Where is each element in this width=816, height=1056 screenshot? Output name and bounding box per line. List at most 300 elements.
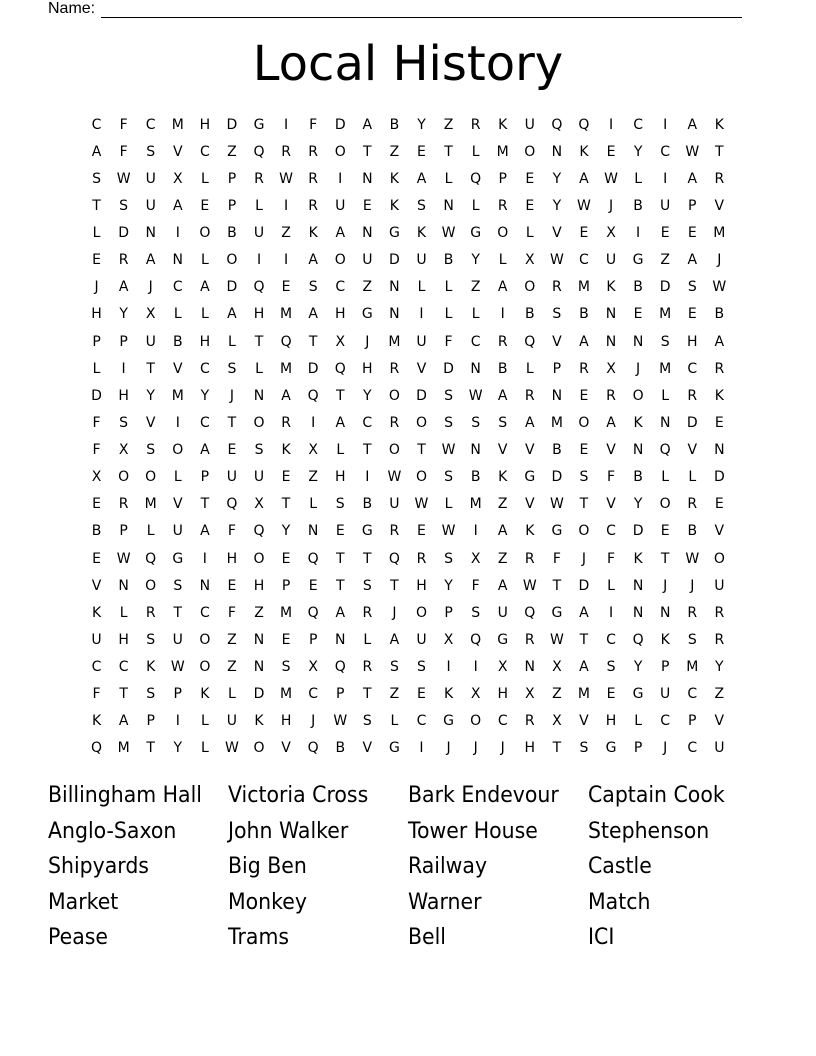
grid-letter: A xyxy=(118,279,129,296)
grid-letter: V xyxy=(172,360,183,377)
grid-letter: E xyxy=(200,197,210,214)
grid-letter: P xyxy=(336,686,345,703)
word-bank-item: Trams xyxy=(228,925,290,950)
grid-letter: V xyxy=(687,442,698,459)
grid-letter: Q xyxy=(307,740,319,757)
grid-letter: S xyxy=(281,659,291,676)
grid-letter: P xyxy=(498,170,507,187)
grid-letter: J xyxy=(608,197,614,214)
grid-letter: J xyxy=(94,279,99,296)
grid-letter: R xyxy=(389,523,400,540)
grid-letter: S xyxy=(471,414,481,431)
grid-letter: J xyxy=(311,713,316,730)
grid-letter: I xyxy=(256,252,262,269)
grid-letter: D xyxy=(713,469,725,486)
grid-letter: Y xyxy=(633,496,643,513)
grid-letter: L xyxy=(200,306,209,323)
grid-letter: J xyxy=(690,577,695,594)
grid-letter: W xyxy=(685,550,700,567)
grid-letter: O xyxy=(334,252,346,269)
grid-letter: E xyxy=(687,306,697,323)
grid-letter: C xyxy=(687,686,698,703)
grid-letter: N xyxy=(632,442,644,459)
grid-letter: O xyxy=(118,469,130,486)
grid-letter: R xyxy=(362,604,373,621)
grid-letter: R xyxy=(362,659,373,676)
grid-letter: C xyxy=(497,713,508,730)
word-bank-item: Castle xyxy=(588,854,652,879)
word-bank-item: Monkey xyxy=(228,889,307,915)
grid-row xyxy=(83,708,733,735)
grid-letter: T xyxy=(444,143,453,160)
grid-letter: N xyxy=(253,631,265,648)
grid-letter: G xyxy=(361,523,373,540)
grid-letter: S xyxy=(444,469,453,486)
grid-letter: L xyxy=(661,387,670,404)
grid-letter: T xyxy=(552,740,562,757)
grid-letter: W xyxy=(549,631,564,648)
grid-letter: N xyxy=(551,143,563,160)
grid-letter: W xyxy=(604,170,618,187)
grid-letter: B xyxy=(335,740,346,757)
grid-letter: O xyxy=(334,143,346,160)
grid-letter: N xyxy=(118,577,129,594)
grid-letter: R xyxy=(308,197,319,214)
grid-letter: H xyxy=(686,333,698,350)
grid-letter: S xyxy=(146,686,156,703)
grid-letter: V xyxy=(552,225,562,242)
grid-letter: E xyxy=(525,170,535,187)
grid-letter: T xyxy=(200,496,210,513)
grid-letter: S xyxy=(119,197,129,214)
grid-letter: N xyxy=(632,333,644,350)
grid-letter: V xyxy=(91,577,102,594)
grid-letter: L xyxy=(471,306,480,323)
grid-letter: C xyxy=(335,279,346,296)
grid-letter: P xyxy=(200,469,210,486)
grid-letter: D xyxy=(578,577,590,594)
grid-letter: U xyxy=(389,496,400,513)
grid-letter: X xyxy=(497,659,508,676)
grid-letter: A xyxy=(335,225,346,242)
grid-letter: E xyxy=(714,496,724,513)
grid-letter: N xyxy=(389,306,400,323)
grid-letter: I xyxy=(473,659,478,676)
grid-letter: W xyxy=(387,469,402,486)
word-bank-item: Captain Cook xyxy=(588,783,725,808)
grid-letter: M xyxy=(659,306,672,323)
grid-letter: T xyxy=(254,333,264,350)
grid-letter: M xyxy=(144,496,157,513)
grid-letter: H xyxy=(91,306,102,323)
grid-letter: O xyxy=(578,523,590,540)
grid-row xyxy=(83,165,733,192)
grid-letter: J xyxy=(365,333,370,350)
grid-letter: T xyxy=(715,143,724,160)
grid-letter: P xyxy=(688,713,697,730)
grid-letter: W xyxy=(116,170,131,187)
grid-letter: K xyxy=(389,170,399,187)
grid-letter: W xyxy=(414,496,429,513)
grid-letter: Z xyxy=(552,686,562,703)
grid-letter: G xyxy=(605,740,617,757)
grid-letter: O xyxy=(497,225,509,242)
grid-letter: X xyxy=(552,713,562,730)
grid-letter: A xyxy=(200,279,210,296)
grid-letter: C xyxy=(199,143,210,160)
grid-letter: N xyxy=(335,631,346,648)
grid-letter: N xyxy=(714,442,725,459)
grid-letter: I xyxy=(500,306,505,323)
grid-letter: D xyxy=(686,414,698,431)
grid-letter: Z xyxy=(308,469,318,486)
grid-letter: L xyxy=(200,713,209,730)
grid-letter: G xyxy=(470,225,482,242)
grid-letter: N xyxy=(253,659,265,676)
grid-letter: L xyxy=(471,143,480,160)
grid-letter: N xyxy=(659,414,671,431)
grid-letter: T xyxy=(146,360,155,377)
grid-letter: C xyxy=(687,360,698,377)
grid-letter: F xyxy=(92,442,101,459)
grid-letter: F xyxy=(119,116,128,133)
grid-letter: S xyxy=(417,659,426,676)
grid-letter: O xyxy=(253,740,265,757)
grid-letter: U xyxy=(253,225,265,242)
grid-letter: G xyxy=(551,604,563,621)
grid-letter: L xyxy=(146,523,155,540)
grid-letter: M xyxy=(280,360,293,377)
grid-letter: B xyxy=(552,442,562,459)
grid-letter: K xyxy=(525,523,535,540)
grid-letter: E xyxy=(633,306,643,323)
grid-letter: T xyxy=(417,442,426,459)
grid-letter: E xyxy=(525,197,535,214)
grid-letter: W xyxy=(577,197,591,214)
grid-letter: L xyxy=(255,360,263,377)
grid-letter: W xyxy=(549,252,564,269)
grid-letter: K xyxy=(714,387,724,404)
grid-letter: X xyxy=(91,469,102,486)
grid-letter: A xyxy=(579,170,589,187)
grid-letter: U xyxy=(524,116,535,133)
grid-letter: B xyxy=(91,523,102,540)
grid-letter: R xyxy=(524,550,535,567)
grid-letter: H xyxy=(280,713,292,730)
grid-letter: A xyxy=(335,604,346,621)
grid-letter: F xyxy=(309,116,318,133)
grid-letter: P xyxy=(552,360,562,377)
grid-letter: E xyxy=(281,550,291,567)
grid-letter: E xyxy=(227,442,237,459)
grid-letter: K xyxy=(660,631,670,648)
grid-letter: N xyxy=(470,360,481,377)
grid-letter: L xyxy=(200,740,209,757)
word-bank-item: Market xyxy=(48,889,119,915)
grid-letter: W xyxy=(549,496,564,513)
grid-letter: N xyxy=(389,279,400,296)
grid-letter: O xyxy=(524,279,536,296)
grid-letter: V xyxy=(497,442,508,459)
grid-letter: H xyxy=(524,740,536,757)
grid-letter: K xyxy=(606,279,616,296)
grid-letter: V xyxy=(281,740,291,757)
grid-letter: E xyxy=(579,225,589,242)
grid-letter: B xyxy=(714,306,725,323)
grid-letter: L xyxy=(92,225,101,242)
grid-letter: W xyxy=(279,170,293,187)
grid-letter: S xyxy=(389,659,399,676)
grid-letter: P xyxy=(146,713,155,730)
grid-letter: N xyxy=(145,225,156,242)
grid-letter: X xyxy=(524,252,535,269)
grid-letter: L xyxy=(200,252,209,269)
grid-letter: R xyxy=(145,604,156,621)
grid-letter: G xyxy=(632,686,644,703)
grid-row xyxy=(83,572,733,599)
grid-letter: S xyxy=(687,279,697,296)
grid-letter: E xyxy=(660,523,670,540)
grid-letter: N xyxy=(632,604,644,621)
grid-letter: O xyxy=(199,225,211,242)
grid-letter: F xyxy=(606,469,616,486)
grid-letter: S xyxy=(552,306,562,323)
grid-letter: S xyxy=(579,740,589,757)
grid-letter: I xyxy=(473,523,478,540)
grid-letter: K xyxy=(200,686,210,703)
grid-letter: J xyxy=(148,279,153,296)
grid-letter: T xyxy=(579,496,589,513)
grid-letter: Z xyxy=(497,496,508,513)
grid-letter: Q xyxy=(470,170,482,187)
grid-letter: E xyxy=(579,442,589,459)
grid-letter: S xyxy=(444,387,453,404)
grid-letter: X xyxy=(118,442,129,459)
grid-letter: Q xyxy=(659,442,671,459)
grid-letter: W xyxy=(170,659,185,676)
grid-letter: M xyxy=(171,387,184,404)
grid-letter: K xyxy=(91,604,102,621)
grid-letter: D xyxy=(91,387,102,404)
grid-letter: B xyxy=(633,469,643,486)
grid-letter: R xyxy=(687,604,698,621)
grid-letter: D xyxy=(659,279,671,296)
grid-letter: E xyxy=(417,686,426,703)
grid-letter: X xyxy=(254,496,264,513)
grid-letter: R xyxy=(687,387,698,404)
grid-letter: L xyxy=(309,496,318,513)
grid-letter: J xyxy=(229,387,234,404)
grid-letter: S xyxy=(687,631,697,648)
grid-letter: D xyxy=(443,360,454,377)
grid-letter: P xyxy=(119,333,128,350)
grid-letter: B xyxy=(443,252,454,269)
grid-letter: C xyxy=(118,659,129,676)
name-underline xyxy=(101,2,742,18)
grid-letter: L xyxy=(634,713,642,730)
grid-letter: V xyxy=(525,496,535,513)
grid-letter: R xyxy=(687,496,698,513)
grid-letter: N xyxy=(253,387,265,404)
grid-letter: I xyxy=(175,713,180,730)
grid-letter: H xyxy=(334,469,346,486)
grid-letter: U xyxy=(172,523,183,540)
grid-letter: O xyxy=(524,143,536,160)
grid-letter: O xyxy=(199,631,211,648)
grid-letter: U xyxy=(362,252,373,269)
grid-letter: N xyxy=(659,604,671,621)
grid-letter: W xyxy=(468,387,483,404)
grid-letter: M xyxy=(280,306,293,323)
grid-letter: F xyxy=(119,143,128,160)
grid-letter: T xyxy=(390,577,399,594)
grid-letter: S xyxy=(335,496,345,513)
grid-letter: E xyxy=(281,631,291,648)
grid-letter: O xyxy=(470,713,482,730)
grid-letter: N xyxy=(199,577,211,594)
grid-letter: L xyxy=(336,442,345,459)
grid-letter: Z xyxy=(227,659,237,676)
grid-letter: C xyxy=(416,713,427,730)
grid-letter: D xyxy=(118,225,129,242)
word-bank-item: Pease xyxy=(48,925,108,950)
grid-letter: N xyxy=(524,659,536,676)
grid-letter: Y xyxy=(633,143,643,160)
grid-letter: R xyxy=(281,414,291,431)
puzzle-title: Local History xyxy=(252,36,564,92)
grid-letter: K xyxy=(91,713,102,730)
grid-letter: H xyxy=(199,116,211,133)
grid-letter: A xyxy=(308,306,318,323)
grid-letter: H xyxy=(118,387,129,404)
grid-letter: I xyxy=(365,469,370,486)
grid-letter: E xyxy=(606,686,616,703)
grid-letter: O xyxy=(388,442,400,459)
grid-letter: T xyxy=(281,496,291,513)
word-bank-item: Tower House xyxy=(408,818,538,844)
grid-letter: V xyxy=(525,442,535,459)
grid-letter: F xyxy=(606,550,616,567)
grid-letter: L xyxy=(119,604,128,621)
grid-letter: M xyxy=(117,740,130,757)
grid-letter: O xyxy=(388,387,400,404)
grid-row xyxy=(83,437,733,464)
grid-letter: D xyxy=(226,279,238,296)
grid-letter: E xyxy=(660,225,670,242)
grid-letter: K xyxy=(416,225,427,242)
grid-letter: H xyxy=(226,550,238,567)
grid-letter: S xyxy=(417,197,426,214)
grid-letter: D xyxy=(334,116,346,133)
grid-letter: M xyxy=(496,143,509,160)
grid-letter: C xyxy=(362,414,373,431)
grid-letter: R xyxy=(606,387,616,404)
grid-letter: N xyxy=(307,523,319,540)
grid-letter: M xyxy=(388,333,401,350)
grid-letter: S xyxy=(362,577,372,594)
grid-row xyxy=(83,138,733,165)
grid-letter: B xyxy=(633,279,643,296)
grid-letter: L xyxy=(228,333,236,350)
grid-letter: Q xyxy=(253,523,265,540)
grid-letter: Y xyxy=(633,659,643,676)
grid-letter: Y xyxy=(444,577,453,594)
grid-letter: A xyxy=(497,523,508,540)
grid-letter: W xyxy=(522,577,537,594)
grid-letter: G xyxy=(524,469,536,486)
grid-letter: K xyxy=(498,116,508,133)
grid-letter: L xyxy=(525,225,534,242)
grid-letter: T xyxy=(308,333,318,350)
grid-letter: R xyxy=(524,631,535,648)
grid-letter: C xyxy=(145,116,156,133)
grid-letter: E xyxy=(579,387,589,404)
grid-letter: W xyxy=(333,713,348,730)
grid-letter: U xyxy=(660,686,671,703)
grid-letter: Q xyxy=(334,659,346,676)
grid-letter: V xyxy=(362,740,373,757)
grid-letter: Q xyxy=(253,279,265,296)
grid-letter: U xyxy=(226,469,238,486)
grid-letter: P xyxy=(308,631,318,648)
grid-letter: N xyxy=(443,197,454,214)
grid-letter: I xyxy=(419,306,424,323)
grid-letter: L xyxy=(200,170,209,187)
grid-letter: Z xyxy=(254,604,264,621)
grid-letter: A xyxy=(227,306,237,323)
grid-letter: P xyxy=(660,659,670,676)
grid-letter: T xyxy=(227,414,237,431)
grid-letter: Q xyxy=(226,496,238,513)
grid-letter: A xyxy=(687,116,698,133)
grid-letter: P xyxy=(92,333,101,350)
grid-letter: L xyxy=(444,306,453,323)
grid-letter: A xyxy=(497,279,508,296)
grid-letter: G xyxy=(172,550,184,567)
grid-letter: T xyxy=(335,577,345,594)
grid-letter: J xyxy=(663,740,668,757)
grid-row xyxy=(83,301,733,328)
word-bank-item: Railway xyxy=(408,854,488,879)
grid-letter: Q xyxy=(91,740,103,757)
grid-letter: V xyxy=(172,496,183,513)
word-bank-item: Big Ben xyxy=(228,854,307,879)
word-bank-item: Match xyxy=(588,889,651,915)
grid-letter: R xyxy=(714,360,725,377)
grid-letter: O xyxy=(145,469,157,486)
grid-letter: A xyxy=(308,252,318,269)
grid-letter: E xyxy=(92,252,101,269)
grid-letter: R xyxy=(714,604,725,621)
grid-letter: S xyxy=(119,414,129,431)
grid-letter: A xyxy=(714,333,725,350)
grid-letter: A xyxy=(281,387,291,404)
grid-letter: J xyxy=(663,577,668,594)
grid-letter: O xyxy=(226,252,238,269)
grid-row xyxy=(83,247,733,274)
grid-letter: C xyxy=(687,740,698,757)
grid-letter: J xyxy=(446,740,451,757)
word-bank-item: Victoria Cross xyxy=(228,783,369,808)
grid-letter: I xyxy=(338,170,343,187)
grid-letter: P xyxy=(227,197,237,214)
grid-letter: I xyxy=(636,225,641,242)
word-bank xyxy=(48,778,768,956)
grid-row xyxy=(83,681,733,708)
word-bank-item: Stephenson xyxy=(588,818,710,844)
grid-letter: L xyxy=(173,469,182,486)
grid-letter: T xyxy=(92,197,101,214)
